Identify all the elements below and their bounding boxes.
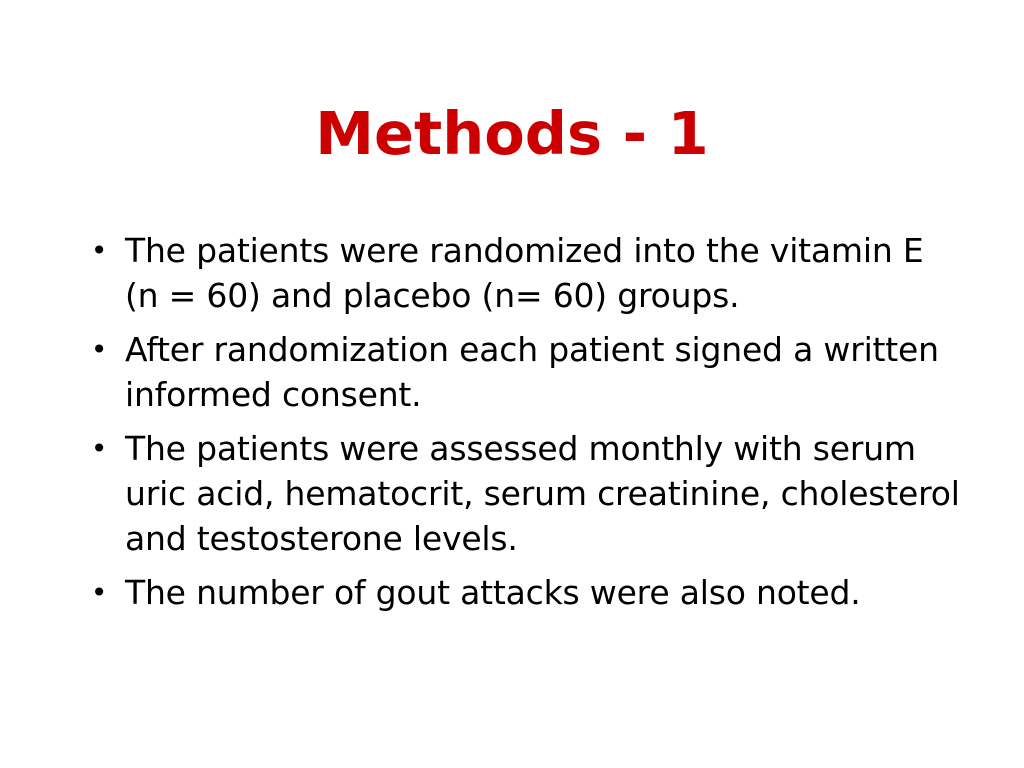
bullet-item	[84, 228, 964, 318]
bullet-item	[84, 426, 964, 561]
bullet-text: The number of gout attacks were also noted.	[125, 573, 861, 612]
bullet-dot-icon: •	[90, 576, 108, 609]
slide-title: Methods - 1	[315, 99, 709, 168]
bullet-text: The patients were randomized into the vitamin E (n = 60) and placebo (n= 60) groups.	[125, 231, 924, 315]
bullet-text: The patients were assessed monthly with serum uric acid, hematocrit, serum creatinine, cholesterol and testosterone levels.	[125, 429, 960, 558]
bullet-list	[84, 228, 964, 624]
bullet-dot-icon: •	[90, 333, 108, 366]
bullet-text: After randomization each patient signed a written informed consent.	[125, 330, 939, 414]
bullet-dot-icon: •	[90, 432, 108, 465]
bullet-item	[84, 570, 964, 615]
bullet-item	[84, 327, 964, 417]
bullet-dot-icon: •	[90, 234, 108, 267]
